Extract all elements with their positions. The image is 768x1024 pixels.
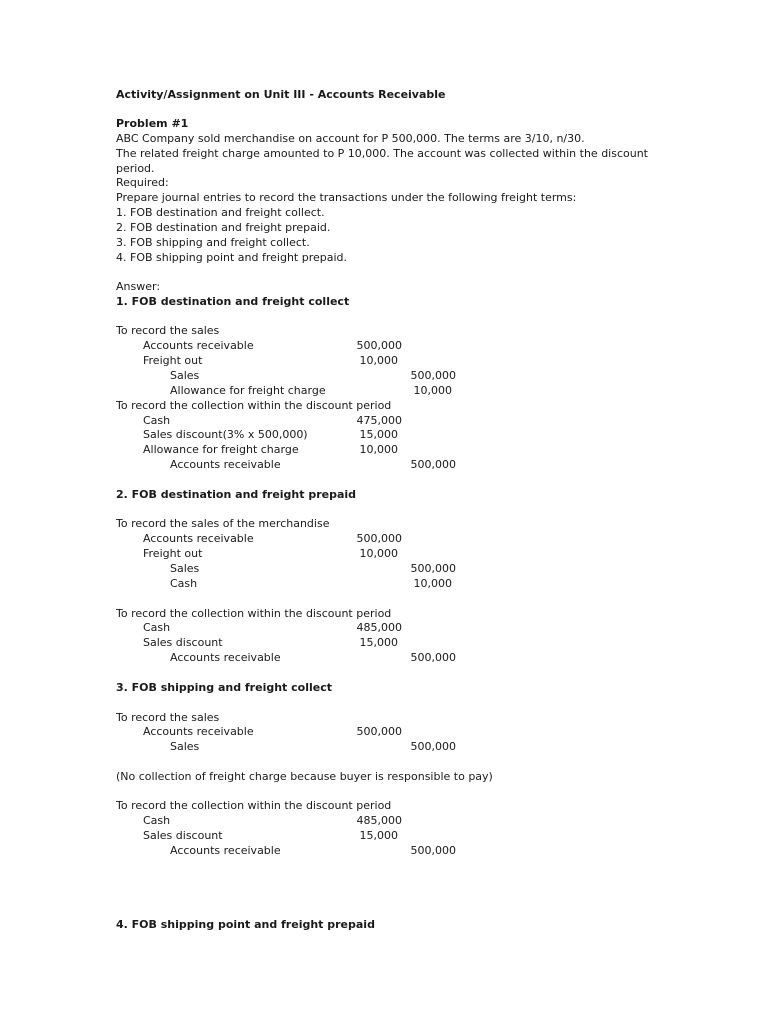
problem-heading: Problem #1 bbox=[116, 117, 189, 130]
section-heading: 3. FOB shipping and freight collect bbox=[116, 681, 332, 694]
debit-amount: 15,000 bbox=[359, 829, 398, 842]
account-name: Freight out bbox=[143, 354, 203, 367]
problem-line: Required: bbox=[116, 176, 169, 189]
entry-description: To record the collection within the discount period bbox=[116, 399, 392, 412]
entry-description: To record the sales bbox=[116, 324, 220, 337]
entry-description: To record the collection within the discount period bbox=[116, 799, 392, 812]
account-name: Cash bbox=[170, 577, 198, 590]
entry-description: To record the sales bbox=[116, 711, 220, 724]
account-name: Accounts receivable bbox=[170, 844, 281, 857]
debit-amount: 15,000 bbox=[359, 636, 398, 649]
entry-description: To record the sales of the merchandise bbox=[116, 517, 330, 530]
entry-description: To record the collection within the discount period bbox=[116, 607, 392, 620]
debit-amount: 485,000 bbox=[356, 814, 402, 827]
problem-line: 1. FOB destination and freight collect. bbox=[116, 206, 325, 219]
account-name: Accounts receivable bbox=[143, 339, 254, 352]
debit-amount: 15,000 bbox=[359, 428, 398, 441]
debit-amount: 10,000 bbox=[359, 547, 398, 560]
problem-line: ABC Company sold merchandise on account for P 500,000. The terms are 3/10, n/30. bbox=[116, 132, 585, 145]
account-name: Cash bbox=[143, 414, 171, 427]
account-name: Cash bbox=[143, 621, 171, 634]
account-name: Sales bbox=[170, 562, 200, 575]
account-name: Sales bbox=[170, 740, 200, 753]
account-name: Accounts receivable bbox=[170, 458, 281, 471]
credit-amount: 10,000 bbox=[413, 577, 452, 590]
debit-amount: 500,000 bbox=[356, 339, 402, 352]
account-name: Allowance for freight charge bbox=[143, 443, 299, 456]
debit-amount: 10,000 bbox=[359, 443, 398, 456]
account-name: Cash bbox=[143, 814, 171, 827]
credit-amount: 500,000 bbox=[410, 740, 456, 753]
document-title: Activity/Assignment on Unit III - Accounts Receivable bbox=[116, 88, 446, 101]
account-name: Sales discount bbox=[143, 636, 223, 649]
problem-line: 3. FOB shipping and freight collect. bbox=[116, 236, 310, 249]
section-heading: 2. FOB destination and freight prepaid bbox=[116, 488, 357, 501]
section-heading: 4. FOB shipping point and freight prepaid bbox=[116, 918, 375, 931]
debit-amount: 485,000 bbox=[356, 621, 402, 634]
section-heading: 1. FOB destination and freight collect bbox=[116, 295, 350, 308]
account-name: Freight out bbox=[143, 547, 203, 560]
problem-line: 4. FOB shipping point and freight prepaid. bbox=[116, 251, 348, 264]
debit-amount: 500,000 bbox=[356, 725, 402, 738]
account-name: Sales bbox=[170, 369, 200, 382]
credit-amount: 10,000 bbox=[413, 384, 452, 397]
problem-line: Prepare journal entries to record the transactions under the following freight terms: bbox=[116, 191, 577, 204]
account-name: Sales discount(3% x 500,000) bbox=[143, 428, 308, 441]
credit-amount: 500,000 bbox=[410, 844, 456, 857]
account-name: Accounts receivable bbox=[143, 532, 254, 545]
credit-amount: 500,000 bbox=[410, 369, 456, 382]
account-name: Accounts receivable bbox=[143, 725, 254, 738]
problem-line: The related freight charge amounted to P 10,000. The account was collected within the discount bbox=[116, 147, 648, 160]
account-name: Allowance for freight charge bbox=[170, 384, 326, 397]
debit-amount: 475,000 bbox=[356, 414, 402, 427]
account-name: Accounts receivable bbox=[170, 651, 281, 664]
account-name: Sales discount bbox=[143, 829, 223, 842]
credit-amount: 500,000 bbox=[410, 651, 456, 664]
answer-label: Answer: bbox=[116, 280, 161, 293]
credit-amount: 500,000 bbox=[410, 458, 456, 471]
problem-line: period. bbox=[116, 162, 155, 175]
problem-line: 2. FOB destination and freight prepaid. bbox=[116, 221, 331, 234]
debit-amount: 10,000 bbox=[359, 354, 398, 367]
credit-amount: 500,000 bbox=[410, 562, 456, 575]
note-text: (No collection of freight charge because buyer is responsible to pay) bbox=[116, 770, 493, 783]
debit-amount: 500,000 bbox=[356, 532, 402, 545]
